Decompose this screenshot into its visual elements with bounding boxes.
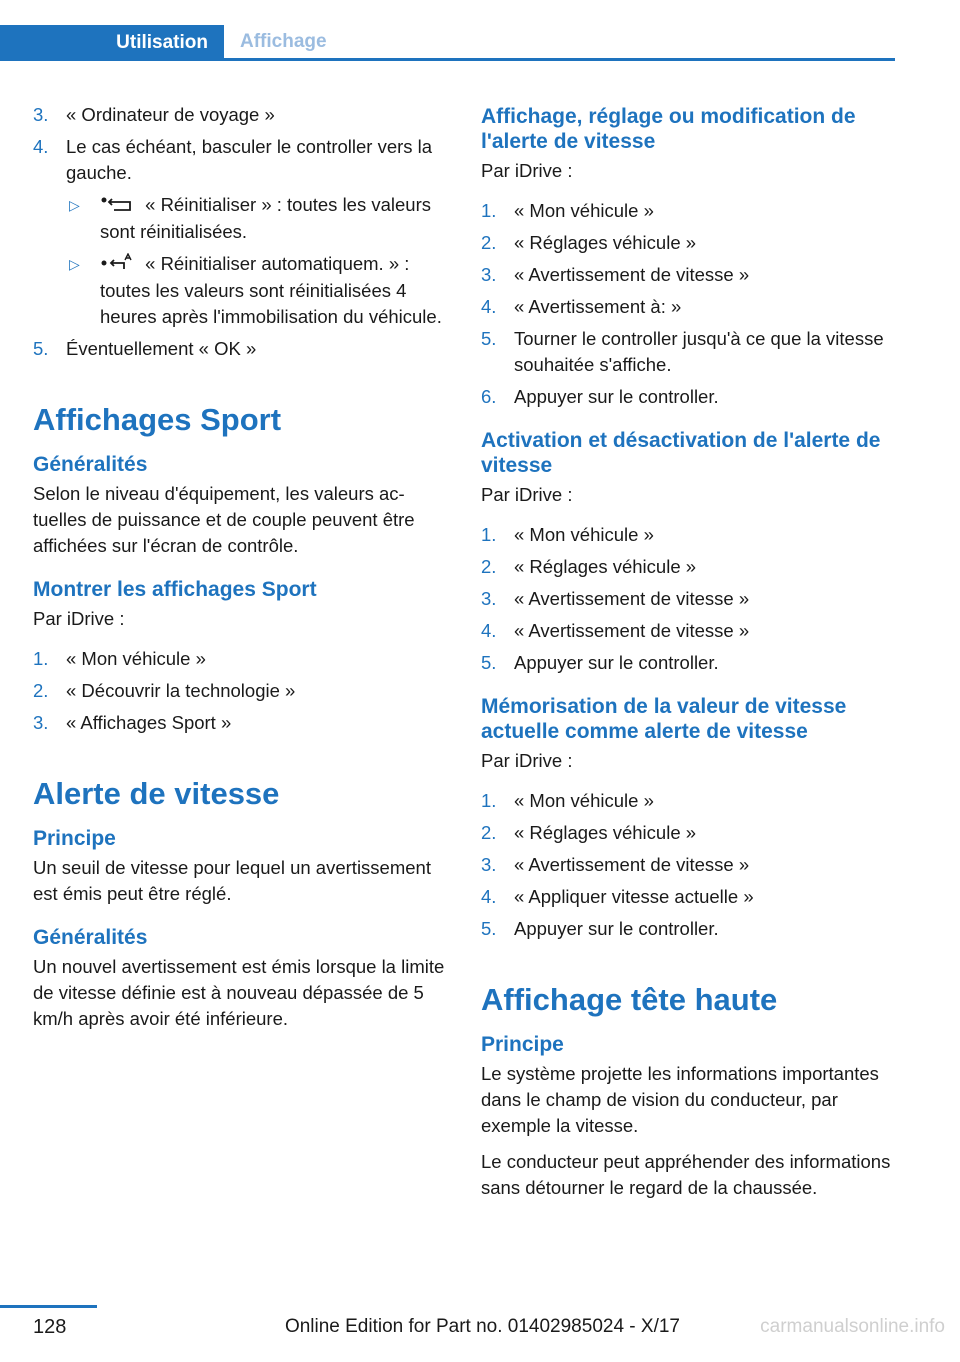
list-number: 3. xyxy=(481,588,497,609)
sub-list-text: « Réinitialiser » : toutes les valeurs sont réinitialisées. xyxy=(100,194,431,243)
list-number: 4. xyxy=(33,136,49,157)
list-number: 3. xyxy=(33,712,49,734)
list-text: « Réglages véhicule » xyxy=(514,232,697,253)
list-text: « Avertissement de vitesse » xyxy=(514,620,750,641)
heading-principe: Principe xyxy=(33,827,116,851)
alert-toggle-steps xyxy=(481,522,896,676)
list-text: Appuyer sur le controller. xyxy=(514,386,719,407)
list-text: Appuyer sur le controller. xyxy=(514,918,719,939)
list-text: « Avertissement de vitesse » xyxy=(514,854,750,875)
list-text: « Ordinateur de voyage » xyxy=(66,104,275,125)
list-item xyxy=(481,294,896,320)
list-item xyxy=(481,586,896,612)
list-item xyxy=(481,852,896,878)
list-text: « Découvrir la technologie » xyxy=(66,680,296,702)
list-number: 1. xyxy=(481,790,497,811)
tab-utilisation[interactable]: Utilisation xyxy=(0,25,224,61)
list-text: Éventuellement « OK » xyxy=(66,338,257,360)
paragraph: Le système projette les informations importantes dans le champ de vision du conducteur, par exemple la vitesse. xyxy=(481,1063,879,1136)
list-item xyxy=(481,554,896,580)
list-item xyxy=(481,820,896,846)
triangle-bullet-icon: ▷ xyxy=(69,197,80,213)
list-number: 3. xyxy=(481,264,497,285)
list-number: 4. xyxy=(481,296,497,317)
list-text: « Mon véhicule » xyxy=(514,200,654,221)
list-item xyxy=(481,262,896,288)
list-item xyxy=(33,678,445,704)
list-item xyxy=(481,788,896,814)
sub-list-text: « Réinitialiser automatiquem. » : toutes les valeurs sont réinitialisées 4 heures après l'immobilisation du véhicule. xyxy=(100,253,442,328)
par-idrive-label: Par iDrive : xyxy=(481,484,573,505)
list-number: 2. xyxy=(33,680,49,702)
list-item xyxy=(33,710,445,736)
right-column xyxy=(481,102,896,1211)
list-text: « Avertissement de vitesse » xyxy=(514,264,750,285)
list-text: « Affichages Sport » xyxy=(66,712,232,734)
list-text: « Réglages véhicule » xyxy=(514,556,697,577)
heading-principe: Principe xyxy=(481,1033,564,1056)
list-item xyxy=(481,650,896,676)
list-number: 1. xyxy=(481,200,497,221)
list-number: 5. xyxy=(481,652,497,673)
heading-alert-toggle: Activation et désactivation de l'alerte de vitesse xyxy=(481,429,881,477)
left-column xyxy=(33,102,445,1042)
tab-affichage[interactable]: Affichage xyxy=(240,30,327,52)
list-item xyxy=(481,198,896,224)
list-item xyxy=(33,336,445,362)
memorize-steps xyxy=(481,788,896,942)
list-number: 5. xyxy=(481,918,497,939)
list-number: 2. xyxy=(481,556,497,577)
list-item xyxy=(481,916,896,942)
list-text: Appuyer sur le controller. xyxy=(514,652,719,673)
paragraph: Le conducteur peut appréhender des informations sans détourner le regard de la chaussée. xyxy=(481,1151,891,1198)
section-title-hud: Affichage tête haute xyxy=(481,982,778,1017)
footer-rule xyxy=(0,1305,97,1308)
sub-list-item xyxy=(33,192,445,245)
header-rule xyxy=(0,58,895,61)
list-number: 4. xyxy=(481,886,497,907)
list-number: 1. xyxy=(481,524,497,545)
heading-alert-settings: Affichage, réglage ou modification de l'alerte de vitesse xyxy=(481,105,856,153)
list-number: 3. xyxy=(481,854,497,875)
list-number: 5. xyxy=(33,338,49,360)
list-item xyxy=(481,230,896,256)
par-idrive-label: Par iDrive : xyxy=(33,608,125,630)
list-text: « Mon véhicule » xyxy=(66,648,206,670)
list-number: 2. xyxy=(481,822,497,843)
list-item xyxy=(481,618,896,644)
list-text: « Avertissement à: » xyxy=(514,296,682,317)
heading-show-sport: Montrer les affichages Sport xyxy=(33,578,317,602)
paragraph: Selon le niveau d'équipement, les valeurs actuelles de puissance et de couple peuvent être affichées sur l'écran de contrôle. xyxy=(33,483,415,557)
list-item xyxy=(33,102,445,128)
list-number: 6. xyxy=(481,386,497,407)
auto-reset-icon xyxy=(100,252,134,278)
list-text: « Avertissement de vitesse » xyxy=(514,588,750,609)
sub-list-item xyxy=(33,251,445,330)
list-number: 5. xyxy=(481,328,497,349)
heading-generalites: Généralités xyxy=(33,453,148,477)
alert-settings-steps xyxy=(481,198,896,410)
list-item xyxy=(481,884,896,910)
triangle-bullet-icon: ▷ xyxy=(69,256,80,273)
list-text: « Mon véhicule » xyxy=(514,524,654,545)
list-number: 2. xyxy=(481,232,497,253)
par-idrive-label: Par iDrive : xyxy=(481,160,573,181)
watermark: carmanualsonline.info xyxy=(760,1316,945,1337)
list-text: « Appliquer vitesse actuelle » xyxy=(514,886,754,907)
list-text: « Mon véhicule » xyxy=(514,790,654,811)
list-text: Tourner le controller jusqu'à ce que la vitesse souhaitée s'affiche. xyxy=(514,328,884,375)
reset-icon xyxy=(100,193,134,219)
list-text: « Réglages véhicule » xyxy=(514,822,697,843)
heading-generalites: Généralités xyxy=(33,926,148,950)
paragraph: Un nouvel avertissement est émis lorsque la limite de vitesse définie est à nouveau dépassée de 5 km/h après avoir été inférieure. xyxy=(33,956,445,1030)
list-number: 4. xyxy=(481,620,497,641)
edition-note: Online Edition for Part no. 01402985024 - X/17 xyxy=(284,1316,680,1337)
heading-memorize-speed: Mémorisation de la valeur de vitesse actuelle comme alerte de vitesse xyxy=(481,695,847,743)
paragraph: Un seuil de vitesse pour lequel un avertissement est émis peut être réglé. xyxy=(33,857,431,905)
list-item xyxy=(33,134,445,186)
list-item xyxy=(481,522,896,548)
list-item xyxy=(481,384,896,410)
list-number: 1. xyxy=(33,648,49,670)
section-title-alert: Alerte de vitesse xyxy=(33,776,280,812)
section-title-sport: Affichages Sport xyxy=(33,402,282,438)
sport-steps xyxy=(33,646,445,736)
list-item xyxy=(481,326,896,378)
list-text: Le cas échéant, basculer le controller vers la gauche. xyxy=(66,136,433,183)
list-number: 3. xyxy=(33,104,49,125)
par-idrive-label: Par iDrive : xyxy=(481,750,573,771)
page-number: 128 xyxy=(33,1316,67,1338)
list-item xyxy=(33,646,445,672)
trip-list xyxy=(33,102,445,362)
page-header xyxy=(0,25,895,61)
